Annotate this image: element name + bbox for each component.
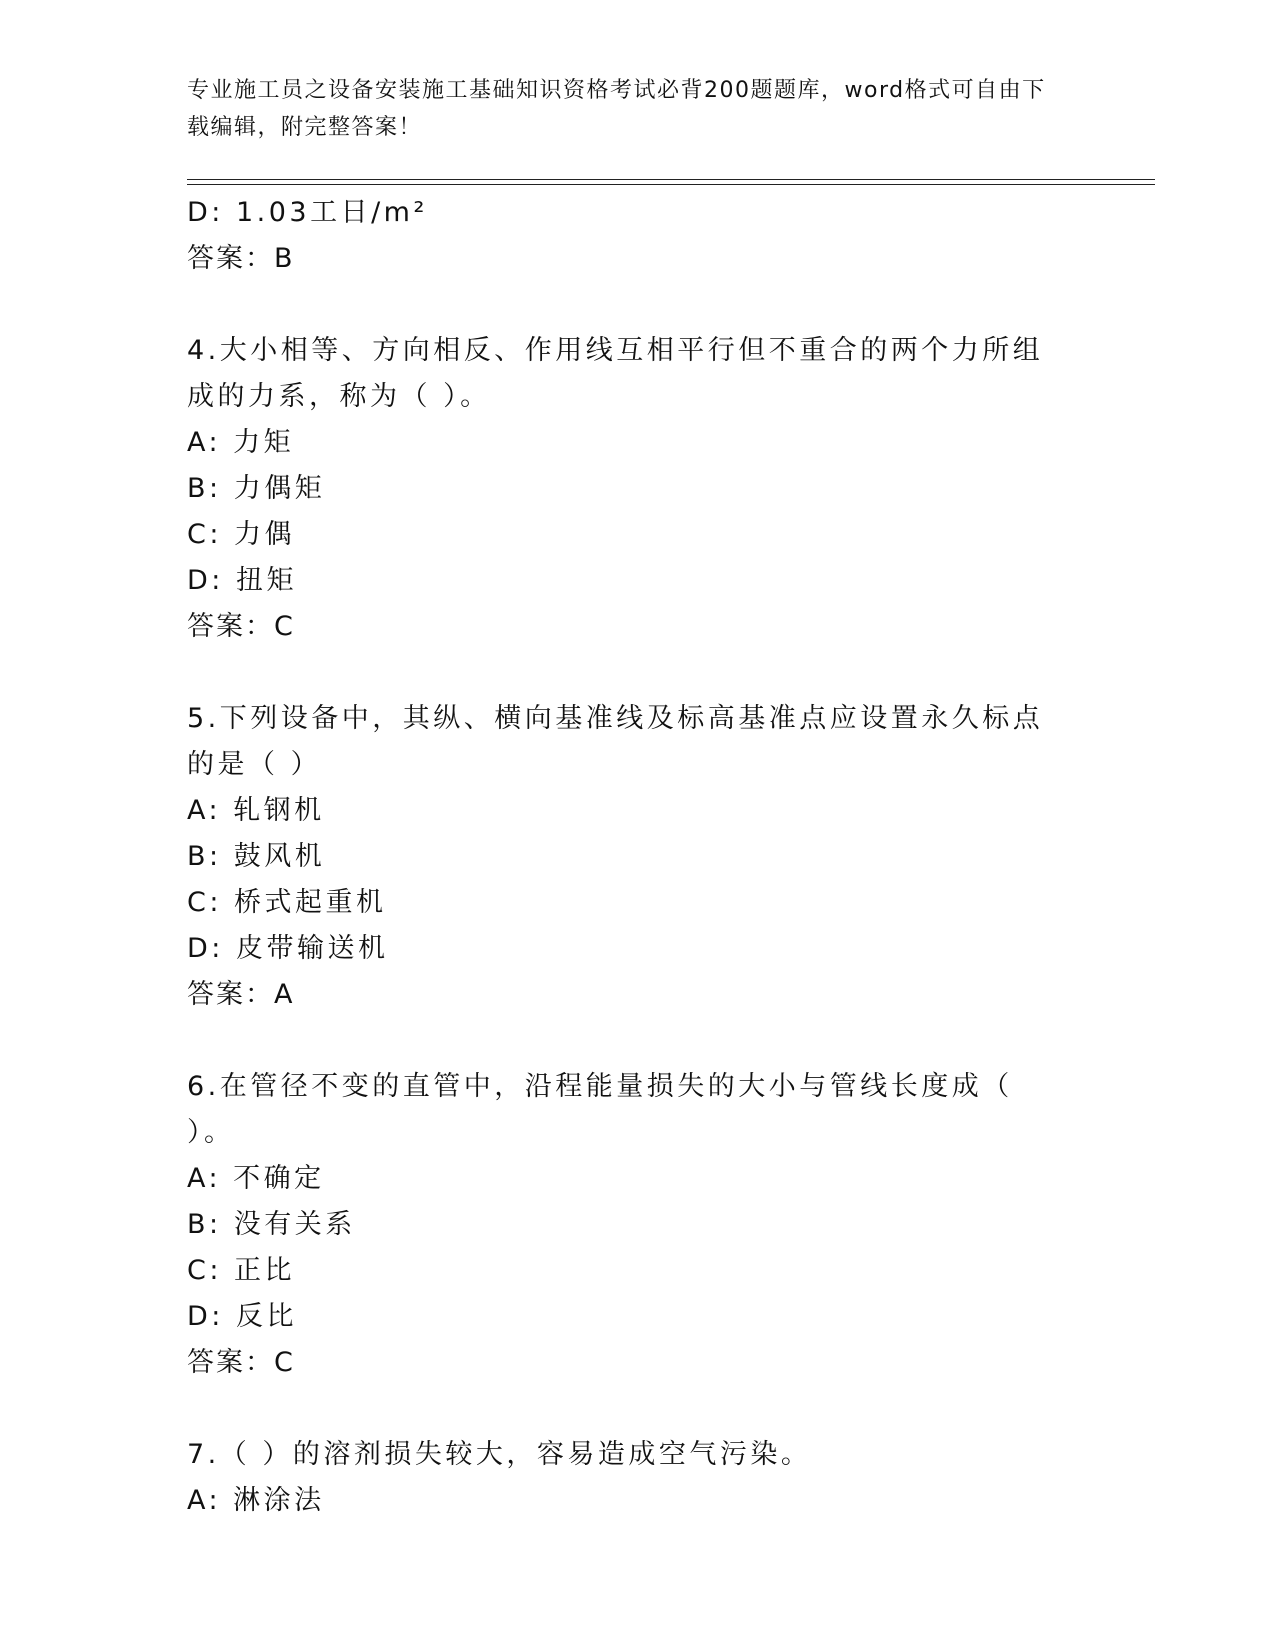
option-a: A: 淋涂法: [187, 1485, 325, 1516]
header-title: 专业施工员之设备安装施工基础知识资格考试必背200题题库，word格式可自由下载编辑，附完整答案！: [187, 78, 1046, 140]
answer: 答案：A: [187, 979, 295, 1010]
question-text: 6.在管径不变的直管中，沿程能量损失的大小与管线长度成（ ）。: [187, 1071, 1013, 1148]
option-b: B: 鼓风机: [187, 841, 326, 872]
document-header: [187, 72, 1067, 146]
option-c: C: 力偶: [187, 519, 296, 550]
spacer: [187, 282, 1087, 328]
option-c: C: 桥式起重机: [187, 887, 387, 918]
question-text: 7.（ ）的溶剂损失较大，容易造成空气污染。: [187, 1439, 812, 1470]
question-4: [187, 328, 1087, 650]
option-b: B: 没有关系: [187, 1209, 356, 1240]
spacer: [187, 1018, 1087, 1064]
option-b: B: 力偶矩: [187, 473, 326, 504]
answer: 答案：C: [187, 611, 295, 642]
question-6: [187, 1064, 1087, 1386]
option-c: C: 正比: [187, 1255, 296, 1286]
spacer: [187, 1386, 1087, 1432]
question-5: [187, 696, 1087, 1018]
question-7: [187, 1432, 1087, 1524]
question-text: 4.大小相等、方向相反、作用线互相平行但不重合的两个力所组成的力系，称为（ ）。: [187, 335, 1044, 412]
option-a: A: 轧钢机: [187, 795, 325, 826]
option-a: A: 力矩: [187, 427, 295, 458]
answer: 答案：C: [187, 1347, 295, 1378]
header-rule-bottom: [187, 184, 1155, 185]
question-text: 5.下列设备中，其纵、横向基准线及标高基准点应设置永久标点的是（ ）: [187, 703, 1044, 780]
header-rule-top: [187, 179, 1155, 180]
prev-answer: 答案：B: [187, 243, 295, 274]
option-d: D: 皮带输送机: [187, 933, 389, 964]
option-d: D: 反比: [187, 1301, 297, 1332]
option-a: A: 不确定: [187, 1163, 325, 1194]
document-body: [187, 190, 1087, 1524]
option-d: D: 扭矩: [187, 565, 297, 596]
spacer: [187, 650, 1087, 696]
prev-option-d: D: 1.03工日/m²: [187, 197, 428, 228]
